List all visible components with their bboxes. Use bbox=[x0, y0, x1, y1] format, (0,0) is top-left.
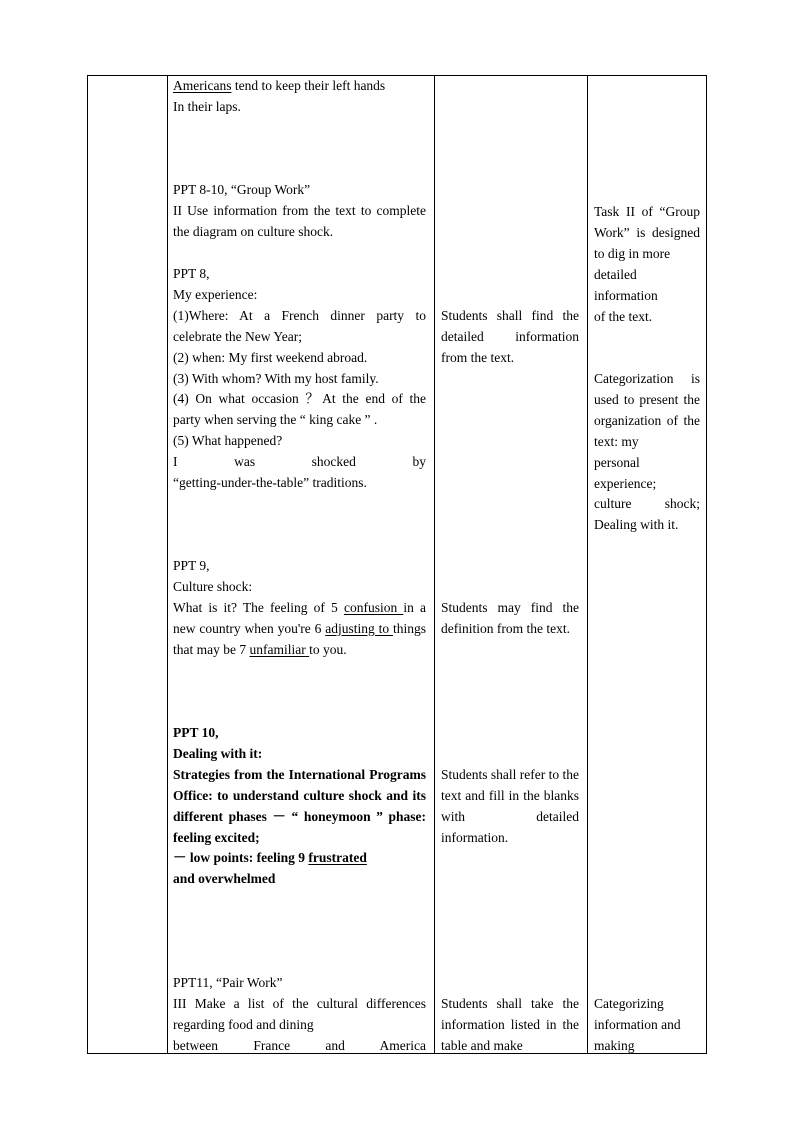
purpose-column bbox=[594, 76, 700, 1053]
lesson-table bbox=[87, 75, 707, 1054]
purpose-text: Task II of “Group Work” is designed to dig in more detailed information of the text. bbox=[594, 204, 700, 324]
answer-blank: confusion bbox=[343, 599, 404, 615]
activity-text: Students may find the definition from the text. bbox=[441, 600, 579, 636]
activity-text: Students shall take the information listed in the table and make bbox=[441, 996, 579, 1053]
section-header: PPT11, “Pair Work” bbox=[173, 975, 283, 990]
list-item: (2) when: My first weekend abroad. bbox=[173, 349, 368, 365]
intro-text: Americans tend to keep their left hands In their laps. bbox=[173, 78, 386, 114]
answer-blank: adjusting to bbox=[325, 620, 393, 636]
answer-blank: frustrated bbox=[308, 850, 367, 866]
section-subtitle: Dealing with it: bbox=[173, 745, 263, 761]
activity-text: Students shall refer to the text and fill in the blanks with detailed information. bbox=[441, 767, 579, 845]
content-column bbox=[173, 76, 426, 1053]
task-text: III Make a list of the cultural differences regarding food and dining bbox=[173, 995, 426, 1032]
definition-text: What is it? The feeling of 5 confusion in a new country when you're 6 adjusting to things that may be 7 unfamiliar to you. bbox=[173, 599, 426, 657]
list-item: (4) On what occasion ？At the end of the party when serving the “ king cake ” . bbox=[173, 391, 426, 428]
section-subtitle: My experience: bbox=[173, 286, 258, 302]
column-divider bbox=[587, 76, 588, 1053]
student-activity-column bbox=[441, 76, 579, 1053]
ppt8-section: PPT 8, My experience: (1)Where: At a French dinner party to celebrate the New Year; (2) when: My first weekend abroad. (3) With whom? With my host family. (4) On what occasion ？At the end of the party when serving the “ king cake ” . (5) What happened? I was shocked by “getting-under-the-table” traditions. bbox=[173, 266, 426, 491]
list-item: (3) With whom? With my host family. bbox=[173, 370, 379, 386]
strategy-text: Strategies from the International Programs Office: to understand culture shock and its different phases － “ honeymoon ” phase: feeling excited; bbox=[173, 766, 426, 845]
activity-text: Students shall find the detailed information from the text. bbox=[441, 308, 579, 365]
section-subtitle: Culture shock: bbox=[173, 578, 253, 594]
ppt10-section: PPT 10, Dealing with it: Strategies from the International Programs Office: to understand culture shock and its different phases － “ honeymoon ” phase: feeling excited; － low points: feeling 9 frustrated and overwhelmed bbox=[173, 725, 426, 887]
purpose-text: Categorizing information and making bbox=[594, 996, 681, 1053]
ppt11-section: PPT11, “Pair Work” III Make a list of the cultural differences regarding food and dining between France and America bbox=[173, 975, 426, 1053]
purpose-text: Categorization is used to present the organization of the text: my personal experience; culture shock; Dealing with it. bbox=[594, 371, 700, 533]
column-divider bbox=[434, 76, 435, 1053]
task-text: II Use information from the text to complete the diagram on culture shock. bbox=[173, 202, 426, 239]
ppt9-section bbox=[173, 556, 426, 661]
list-item: (5) What happened? bbox=[173, 433, 283, 449]
low-points-text: － low points: feeling 9 frustrated bbox=[173, 850, 367, 866]
answer-blank: unfamiliar bbox=[249, 641, 310, 657]
underlined-word: Americans bbox=[173, 78, 232, 93]
list-item: (1)Where: At a French dinner party to celebrate the New Year; bbox=[173, 307, 426, 344]
section-header: PPT 9, bbox=[173, 558, 210, 573]
group-work-section bbox=[173, 180, 426, 243]
section-header: PPT 8-10, “Group Work” bbox=[173, 182, 311, 197]
section-header: PPT 8, bbox=[173, 266, 210, 281]
column-divider bbox=[167, 76, 168, 1053]
section-header: PPT 10, bbox=[173, 725, 219, 740]
